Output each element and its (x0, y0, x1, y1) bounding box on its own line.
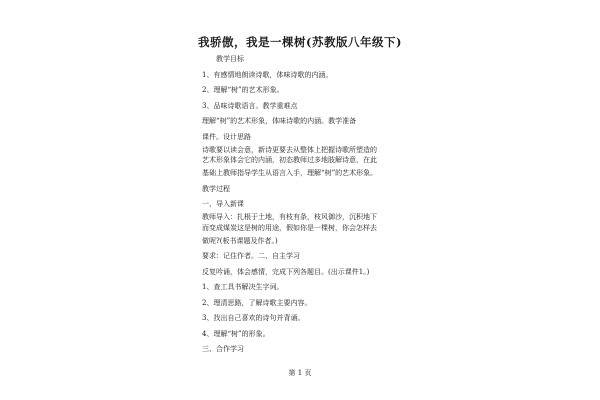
body-line: 3、品味诗歌语言。教学重难点 (202, 101, 298, 110)
body-line: 反复吟诵，体会感情，完成下列各题目。(出示课件1。) (202, 267, 370, 276)
body-line: 要求：记住作者。二、自主学习 (202, 252, 300, 261)
body-line: 一、导入新课 (202, 200, 244, 209)
body-line: 教师导入：扎根于土地，有枝有条，枝风御沙，沉积地下 (202, 213, 377, 222)
body-line: 教学目标 (216, 55, 244, 64)
body-line: 2、理解“树”的艺术形象。 (202, 86, 284, 95)
document-title: 我骄傲，我是一棵树(苏教版八年级下) (198, 35, 402, 49)
body-line: 基础上教师指导学生从语言入手，理解“树”的艺术形象。 (202, 169, 378, 178)
body-line: 艺术形象体会它的内涵，初态教师过多地肢解诗意，在此 (202, 156, 377, 165)
body-line: 而变成煤炭这是树的用途，假如你是一棵树，你会怎样去 (202, 223, 377, 232)
body-line: 教学过程 (202, 184, 230, 193)
body-line: 三、合作学习 (202, 345, 244, 354)
page-number: 第 1 页 (288, 369, 312, 377)
document-body (202, 52, 412, 358)
body-line: 3、找出自己喜欢的诗句并背诵。 (202, 314, 305, 323)
body-line: 课件。设计思路 (202, 132, 251, 141)
body-line: 1、查工具书解决生字词。 (202, 283, 284, 292)
body-line: 2、理清思路，了解诗歌主要内容。 (202, 298, 312, 307)
body-line: 做呢?(板书课题及作者。) (202, 236, 278, 245)
body-line: 4、理解“树”的形象。 (202, 329, 270, 338)
body-line: 诗歌要以读会意，新诗更要去从整体上把握诗歌所塑造的 (202, 145, 377, 154)
body-line: 1、有感情地朗读诗歌，体味诗歌的内涵。 (202, 70, 333, 79)
body-line: 理解“树”的艺术形象，体味诗歌的内涵。教学准备 (202, 117, 357, 126)
